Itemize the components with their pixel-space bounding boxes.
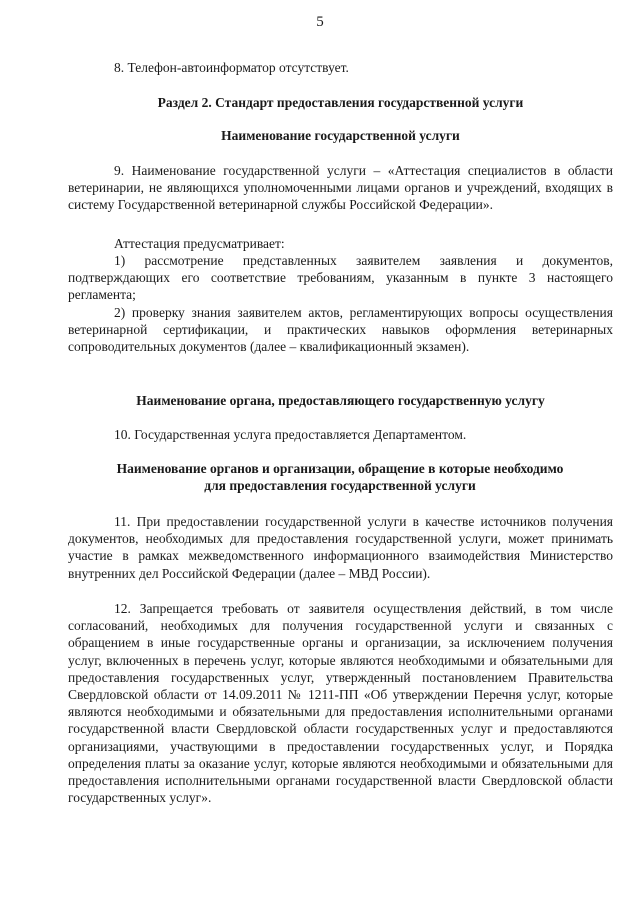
heading-organizations: Наименование органов и организации, обращение в которые необходимо для предоставления государственной услуги [116,461,564,493]
page-number: 5 [316,14,324,30]
paragraph-12: 12. Запрещается требовать от заявителя осуществления действий, в том числе согласований, необходимых для получения государственной услуги и связанных с обращением в иные государственные органы и организации, за исключением получения услуг, включенных в перечень услуг, которые являются необходимыми и обязательными для предоставления государственных услуг, утвержденный постановлением Правительства Свердловской области от 14.09.2011 № 1211-ПП «Об утверждении Перечня услуг, которые являются необходимыми и обязательными для предоставления исполнительными органами государственной власти Свердловской области государственных услуг и предоставляются организациями, участвующими в предоставлении государственных услуг, и Порядка определения платы за оказание услуг, которые являются необходимыми и обязательными для предоставления исполнительными органами государственной власти Свердловской области государственных услуг». [68,601,613,806]
heading-service-name: Наименование государственной услуги [221,128,460,143]
paragraph-11: 11. При предоставлении государственной услуги в качестве источников получения документов, необходимых для предоставления государственной услуги, может принимать участие в рамках межведомственного информационного взаимодействия Министерство внутренних дел Российской Федерации (далее – МВД России). [68,514,613,581]
attestation-intro: Аттестация предусматривает: [114,236,285,251]
attestation-item-2: 2) проверку знания заявителем актов, регламентирующих вопросы осуществления ветеринарной сертификации, и практических навыков оформления ветеринарных сопроводительных документов (далее – квалификационный экзамен). [68,305,613,355]
paragraph-8: 8. Телефон-автоинформатор отсутствует. [114,60,349,75]
section-title: Раздел 2. Стандарт предоставления государственной услуги [157,95,524,110]
heading-organ: Наименование органа, предоставляющего государственную услугу [136,393,545,408]
paragraph-9: 9. Наименование государственной услуги – «Аттестация специалистов в области ветеринарии, не являющихся уполномоченными лицами органов и учреждений, входящих в систему Государственной ветеринарной службы Российской Федерации». [68,163,613,213]
attestation-item-1: 1) рассмотрение представленных заявителем заявления и документов, подтверждающих его соответствие требованиям, указанным в пункте 3 настоящего регламента; [68,253,613,303]
paragraph-10: 10. Государственная услуга предоставляется Департаментом. [114,427,467,442]
